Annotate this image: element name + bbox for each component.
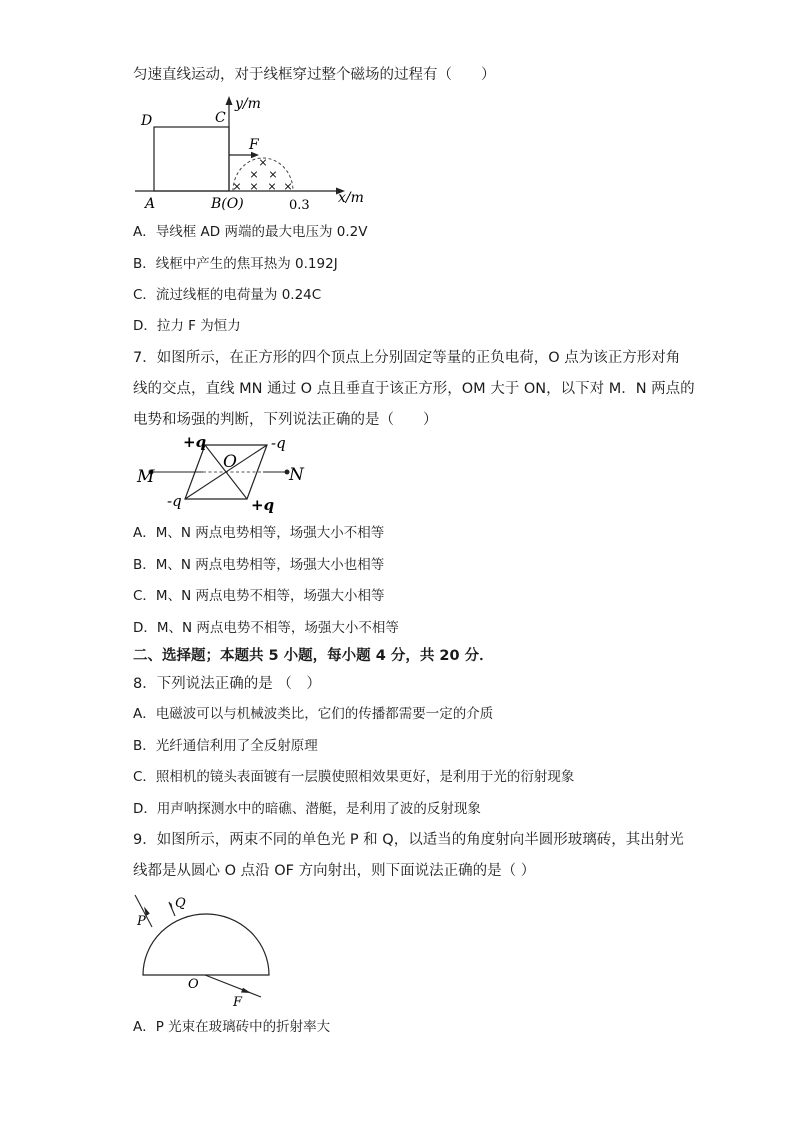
field-mark: × (267, 180, 277, 193)
q8-option-c: C．照相机的镜头表面镀有一层膜使照相效果更好，是利用于光的衍射现象 (133, 769, 575, 785)
label-O: O (188, 977, 199, 992)
label-A: A (145, 196, 156, 212)
q9-figure (133, 892, 273, 1008)
q8-stem: 8．下列说法正确的是 （ ） (133, 676, 321, 692)
q8-option-b: B．光纤通信利用了全反射原理 (133, 738, 318, 754)
q7-option-d: D．M、N 两点电势不相等，场强大小不相等 (133, 620, 399, 636)
y-axis-label: y/m (235, 96, 261, 112)
q6-option-b: B．线框中产生的焦耳热为 0.192J (133, 256, 338, 272)
q7-option-c: C．M、N 两点电势不相等，场强大小相等 (133, 588, 385, 604)
label-C: C (215, 110, 226, 126)
label-D: D (141, 113, 153, 129)
q7-option-a: A．M、N 两点电势相等，场强大小不相等 (133, 525, 385, 541)
section-2-heading: 二、选择题；本题共 5 小题，每小题 4 分，共 20 分． (133, 648, 494, 664)
q8-option-d: D．用声呐探测水中的暗礁、潜艇，是利用了波的反射现象 (133, 801, 481, 817)
tick-0-3: 0.3 (289, 198, 310, 213)
label-B-O: B(O) (211, 196, 244, 212)
q9-option-a: A．P 光束在玻璃砖中的折射率大 (133, 1019, 331, 1035)
q7-stem-line-3: 电势和场强的判断，下列说法正确的是（ ） (133, 412, 438, 428)
label-F: F (233, 995, 243, 1010)
label-M: M (137, 467, 155, 487)
label-P: P (137, 914, 146, 929)
q6-figure (133, 92, 373, 214)
q6-option-c: C．流过线框的电荷量为 0.24C (133, 287, 322, 303)
field-mark: × (249, 180, 259, 193)
label-N: N (289, 465, 304, 485)
label-O: O (223, 452, 237, 472)
q6-option-d: D．拉力 F 为恒力 (133, 318, 241, 334)
charge-plus-bottom: +q (251, 496, 275, 514)
q8-option-a: A．电磁波可以与机械波类比，它们的传播都需要一定的介质 (133, 706, 494, 722)
charge-minus-bottom: -q (167, 492, 182, 510)
q6-stem-tail: 匀速直线运动，对于线框穿过整个磁场的过程有（ ） (133, 67, 496, 83)
q7-figure (133, 432, 313, 516)
field-mark: × (232, 180, 242, 193)
label-F: F (249, 137, 259, 153)
field-mark: × (283, 180, 293, 193)
field-mark: × (249, 168, 259, 181)
q7-option-b: B．M、N 两点电势相等，场强大小也相等 (133, 557, 385, 573)
q6-option-a: A．导线框 AD 两端的最大电压为 0.2V (133, 224, 368, 240)
field-mark: × (258, 156, 268, 169)
q7-stem-line-1: 7．如图所示，在正方形的四个顶点上分别固定等量的正负电荷，O 点为该正方形对角 (133, 350, 681, 366)
charge-minus-top: -q (271, 434, 286, 452)
q9-stem-line-1: 9．如图所示，两束不同的单色光 P 和 Q，以适当的角度射向半圆形玻璃砖，其出射光 (133, 832, 684, 848)
field-mark: × (268, 168, 278, 181)
x-axis-label: x/m (338, 190, 364, 206)
label-Q: Q (175, 896, 186, 911)
charge-plus-top: +q (183, 433, 207, 451)
q7-stem-line-2: 线的交点，直线 MN 通过 O 点且垂直于该正方形，OM 大于 ON，以下对 M．N 两点的 (133, 381, 695, 397)
q9-stem-line-2: 线都是从圆心 O 点沿 OF 方向射出，则下面说法正确的是（ ） (133, 863, 536, 879)
